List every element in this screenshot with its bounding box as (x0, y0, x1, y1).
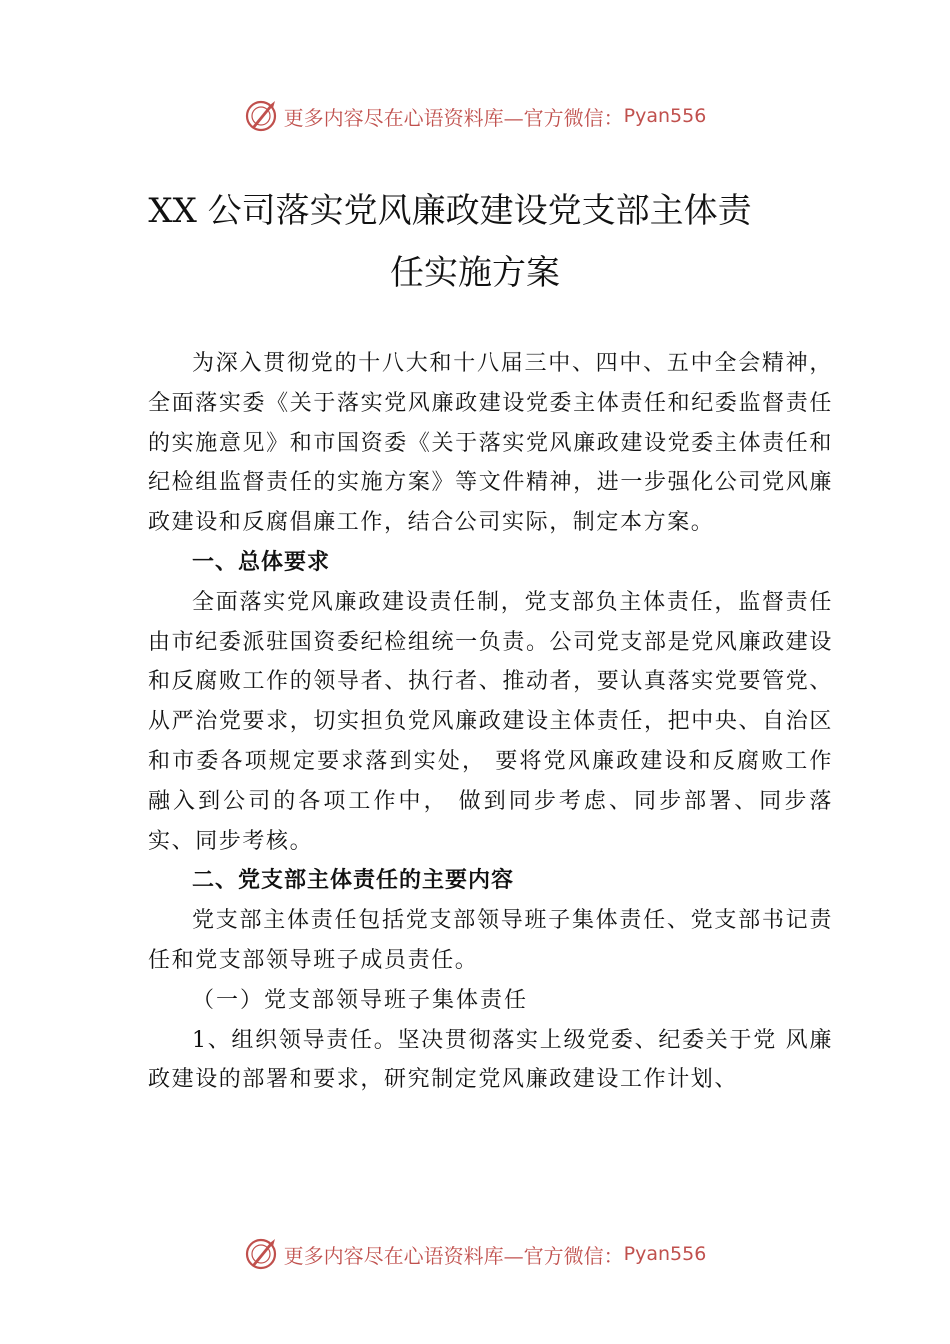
paragraph-leadership-responsibility: 1、组织领导责任。坚决贯彻落实上级党委、纪委关于党 风廉政建设的部署和要求，研究制定党风廉政建设工作计划、 (148, 1027, 833, 1093)
watermark-wechat-id: Pyan556 (623, 105, 707, 127)
watermark-footer (0, 1234, 950, 1274)
paragraph-intro: 为深入贯彻党的十八大和十八届三中、四中、五中全会精神，全面落实委《关于落实党风廉政建设党委主体责任和纪委监督责任的实施意见》和市国资委《关于落实党风廉政建设党委主体责任和纪检组监督责任的实施方案》等文件精神，进一步强化公司党风廉政建设和反腐倡廉工作，结合公司实际，制定本方案。 (148, 351, 833, 536)
quill-circle-logo-icon (244, 99, 278, 133)
section-heading-1: 一、总体要求 (192, 549, 331, 575)
document-body (148, 344, 833, 1100)
watermark-text: 更多内容尽在心语资料库—官方微信： (283, 1243, 624, 1268)
subsection-heading-1: （一）党支部领导班子集体责任 (192, 987, 529, 1013)
quill-circle-logo-icon (244, 1237, 278, 1271)
watermark-header (0, 96, 950, 136)
paragraph-general-requirements: 全面落实党风廉政建设责任制，党支部负主体责任，监督责任由市纪委派驻国资委纪检组统一负责。公司党支部是党风廉政建设和反腐败工作的领导者、执行者、推动者，要认真落实党要管党、从严治党要求，切实担负党风廉政建设主体责任，把中央、自治区和市委各项规定要求落到实处， 要将党风廉政建设和反腐败工作融入到公司的各项工作中， 做到同步考虑、同步部署、同步落实、同步考核。 (148, 589, 833, 854)
watermark-wechat-id: Pyan556 (623, 1243, 707, 1265)
watermark-text: 更多内容尽在心语资料库—官方微信： (283, 105, 624, 130)
paragraph-responsibility-scope: 党支部主体责任包括党支部领导班子集体责任、党支部书记责任和党支部领导班子成员责任。 (148, 908, 833, 973)
document-title-line-2: 任实施方案 (390, 253, 560, 293)
document-title-line-1: XX 公司落实党风廉政建设党支部主体责 (148, 191, 752, 231)
section-heading-2: 二、党支部主体责任的主要内容 (192, 868, 515, 894)
